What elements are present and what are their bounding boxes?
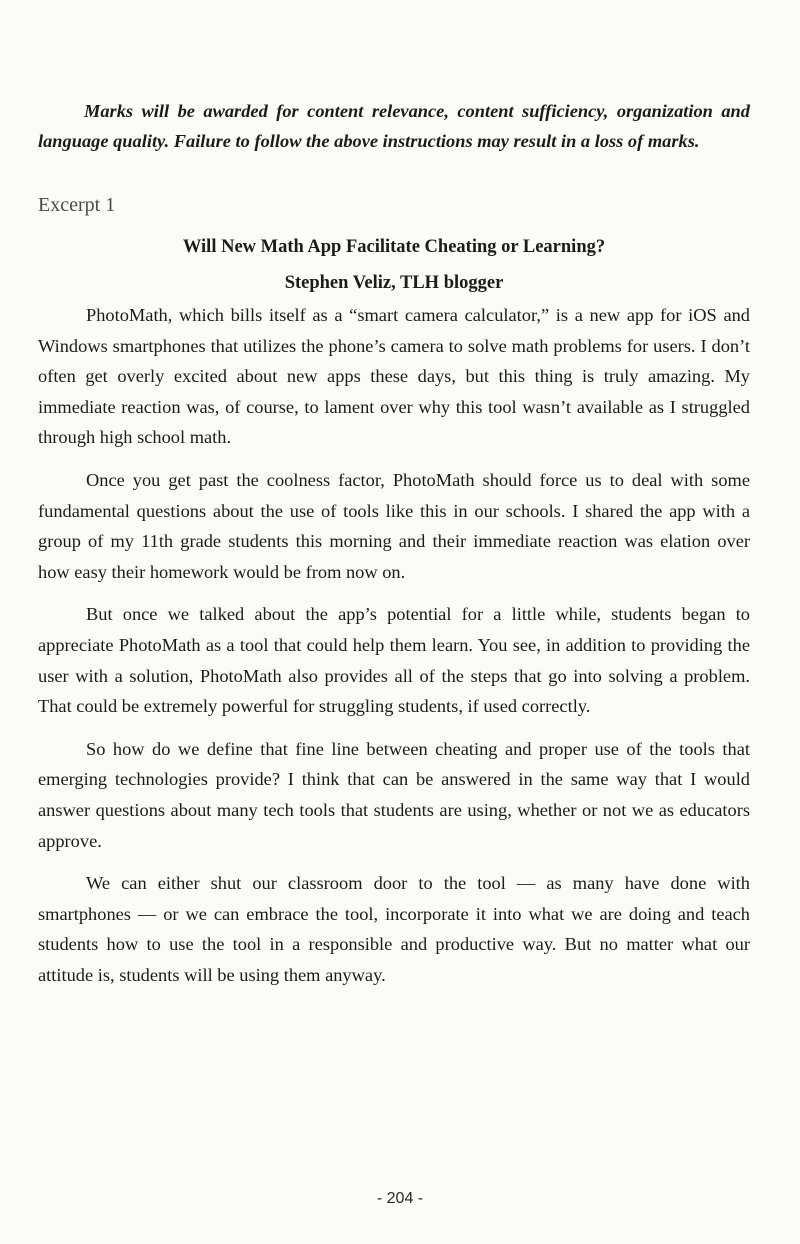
document-page: [38, 96, 750, 1002]
article-body: [38, 300, 750, 990]
article-byline: Stephen Veliz, TLH blogger: [284, 273, 504, 293]
marking-instruction: Marks will be awarded for content relevance, content sufficiency, organization and language quality. Failure to follow the above instructions may result in a loss of marks.: [38, 101, 750, 151]
excerpt-label: Excerpt 1: [38, 194, 116, 216]
article-paragraph: So how do we define that fine line between cheating and proper use of the tools that emerging technologies provide? I think that can be answered in the same way that I would answer questions about many tech tools that students are using, whether or not we as educators approve.: [38, 738, 750, 851]
article-title: Will New Math App Facilitate Cheating or Learning?: [182, 237, 606, 257]
article-paragraph: PhotoMath, which bills itself as a “smart camera calculator,” is a new app for iOS and Windows smartphones that utilizes the phone’s camera to solve math problems for users. I don’t often get overly excited about new apps these days, but this thing is truly amazing. My immediate reaction was, of course, to lament over why this tool wasn’t available as I struggled through high school math.: [38, 305, 750, 448]
page-number: - 204 -: [376, 1190, 424, 1207]
article-paragraph: We can either shut our classroom door to the tool — as many have done with smartphones — or we can embrace the tool, incorporate it into what we are doing and teach students how to use the tool in a responsible and productive way. But no matter what our attitude is, students will be using them anyway.: [38, 873, 750, 985]
article-paragraph: But once we talked about the app’s potential for a little while, students began to appreciate PhotoMath as a tool that could help them learn. You see, in addition to providing the user with a solution, PhotoMath also provides all of the steps that go into solving a problem. That could be extremely powerful for struggling students, if used correctly.: [38, 604, 750, 717]
article-paragraph: Once you get past the coolness factor, PhotoMath should force us to deal with some fundamental questions about the use of tools like this in our schools. I shared the app with a group of my 11th grade students this morning and their immediate reaction was elation over how easy their homework would be from now on.: [38, 469, 750, 582]
